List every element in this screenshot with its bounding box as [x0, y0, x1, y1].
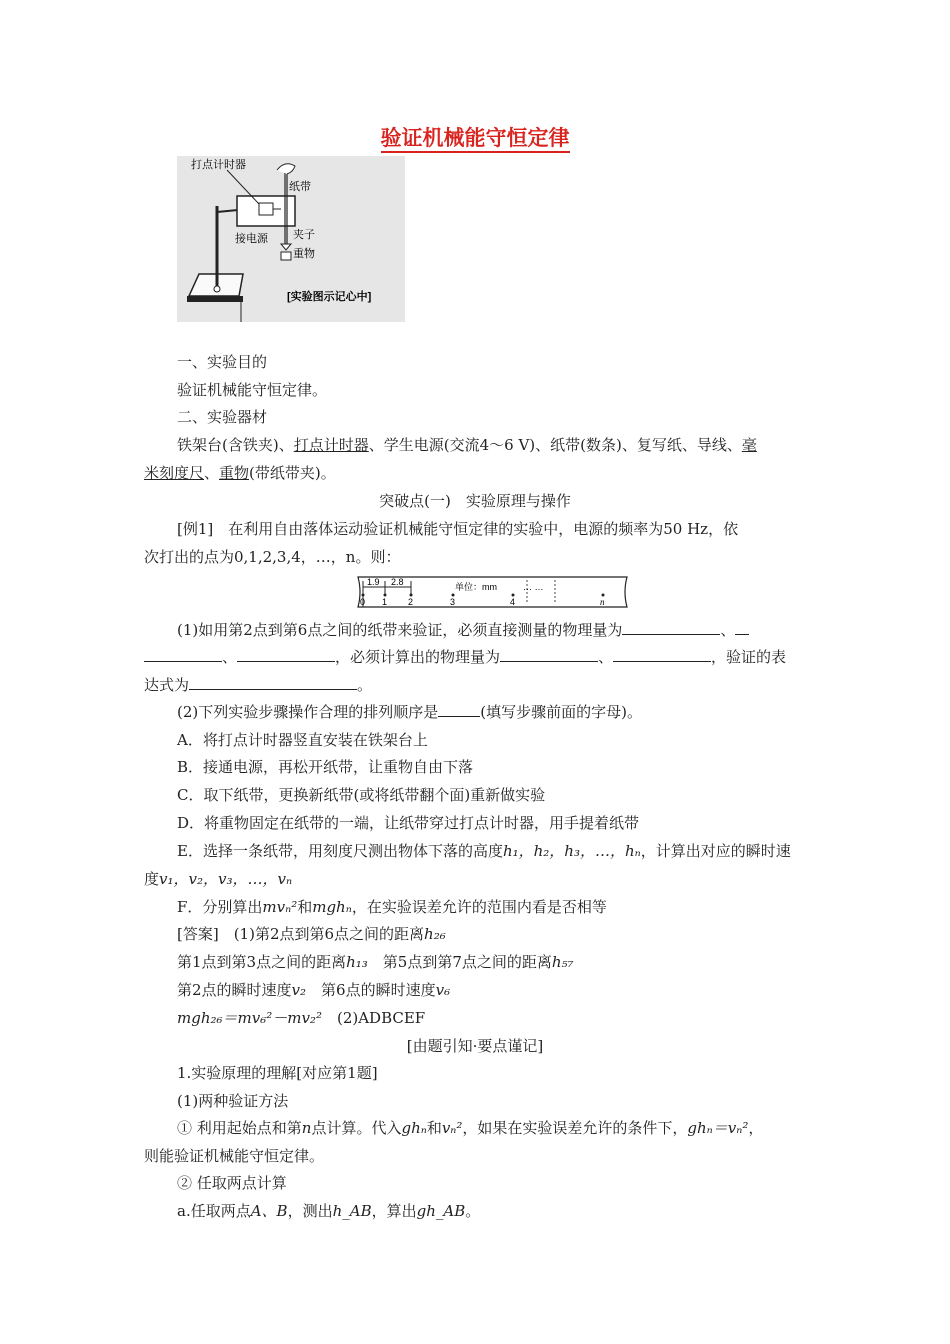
apparatus-diagram — [177, 156, 405, 322]
label-weight: 重物 — [293, 248, 315, 260]
label-power: 接电源 — [235, 233, 268, 245]
paper-tape-diagram — [355, 574, 630, 610]
tape-tick: 0 — [360, 597, 366, 607]
tape-tick: 2 — [408, 597, 414, 607]
example-text: 次打出的点为0,1,2,3,4，…，n。则： — [144, 548, 401, 566]
tape-dots: … … — [523, 582, 544, 592]
answer-blank[interactable] — [735, 620, 749, 635]
step-b: B．接通电源，再松开纸带，让重物自由下落 — [177, 758, 474, 776]
page-title: 验证机械能守恒定律 — [0, 122, 950, 152]
step-f: F．分别算出mvₙ²和mghₙ，在实验误差允许的范围内看是否相等 — [177, 898, 607, 916]
answer-line-2: 第1点到第3点之间的距离h₁₃ 第5点到第7点之间的距离h₅₇ — [177, 953, 574, 971]
apparatus-figure — [177, 156, 405, 322]
tape-tick: n — [600, 597, 605, 607]
label-tape: 纸带 — [289, 181, 311, 193]
step-e-line-1: E．选择一条纸带，用刻度尺测出物体下落的高度h₁，h₂，h₃，…，hₙ，计算出对应的瞬时速 — [177, 842, 791, 860]
tape-distance: 2.8 — [391, 577, 404, 587]
method-1-line-2: 则能验证机械能守恒定律。 — [144, 1147, 325, 1165]
label-timer: 打点计时器 — [191, 159, 246, 171]
answer-blank[interactable] — [622, 620, 720, 635]
step-e-line-2: 度v₁，v₂，v₃，…，vₙ — [144, 870, 293, 888]
step-a: A．将打点计时器竖直安装在铁架台上 — [177, 731, 428, 749]
point-1-sub: (1)两种验证方法 — [177, 1092, 289, 1110]
tape-unit: 单位：mm — [455, 582, 497, 592]
answer-blank[interactable] — [438, 702, 480, 717]
label-clip: 夹子 — [293, 229, 315, 241]
answer-line-4: mgh₂₆＝mv₆²－mv₂² (2)ADBCEF — [177, 1009, 426, 1027]
materials-line-1: 铁架台(含铁夹)、打点计时器、学生电源(交流4～6 V)、纸带(数条)、复写纸、导线、毫 — [177, 436, 757, 454]
section-heading: 一、实验目的 — [177, 353, 268, 371]
answer-line-1: [答案] (1)第2点到第6点之间的距离h₂₆ — [177, 925, 446, 943]
tip-header: [由题引知·要点谨记] — [406, 1037, 544, 1055]
question-1-line-2: 、 ，必须计算出的物理量为 、 ，验证的表 — [144, 647, 786, 667]
method-1-line-1: ① 利用起始点和第n点计算。代入ghₙ和vₙ²，如果在实验误差允许的条件下，ghₙ＝vₙ²， — [177, 1119, 764, 1137]
question-1-line-3: 达式为 。 — [144, 676, 373, 694]
answer-blank[interactable] — [500, 647, 598, 662]
step-d: D．将重物固定在纸带的一端，让纸带穿过打点计时器，用手提着纸带 — [177, 814, 640, 832]
answer-blank[interactable] — [613, 647, 711, 662]
materials-line-2: 米刻度尺、重物(带纸带夹)。 — [144, 464, 336, 482]
question-1-line-1: (1)如用第2点到第6点之间的纸带来验证，必须直接测量的物理量为 、 — [177, 620, 749, 640]
figure-caption: [实验图示记心中] — [287, 291, 372, 303]
answer-blank[interactable] — [237, 647, 335, 662]
method-2a: a.任取两点A、B，测出h_AB，算出gh_AB。 — [177, 1202, 481, 1220]
section-body: 验证机械能守恒定律。 — [177, 381, 328, 399]
section-heading: 二、实验器材 — [177, 408, 268, 426]
answer-line-3: 第2点的瞬时速度v₂ 第6点的瞬时速度v₆ — [177, 981, 451, 999]
step-c: C．取下纸带，更换新纸带(或将纸带翻个面)重新做实验 — [177, 786, 546, 804]
tape-distance: 1.9 — [367, 577, 380, 587]
answer-blank[interactable] — [144, 647, 222, 662]
method-2: ② 任取两点计算 — [177, 1174, 287, 1192]
breakthrough-heading: 突破点(一) 实验原理与操作 — [379, 492, 571, 510]
question-2: (2)下列实验步骤操作合理的排列顺序是 (填写步骤前面的字母)。 — [177, 703, 642, 721]
tape-tick: 3 — [450, 597, 456, 607]
tape-tick: 4 — [510, 597, 516, 607]
answer-blank[interactable] — [189, 675, 357, 690]
tape-tick: 1 — [382, 597, 388, 607]
example-text: [例1] 在利用自由落体运动验证机械能守恒定律的实验中，电源的频率为50 Hz，依 — [177, 520, 739, 538]
point-1: 1.实验原理的理解[对应第1题] — [177, 1064, 378, 1082]
